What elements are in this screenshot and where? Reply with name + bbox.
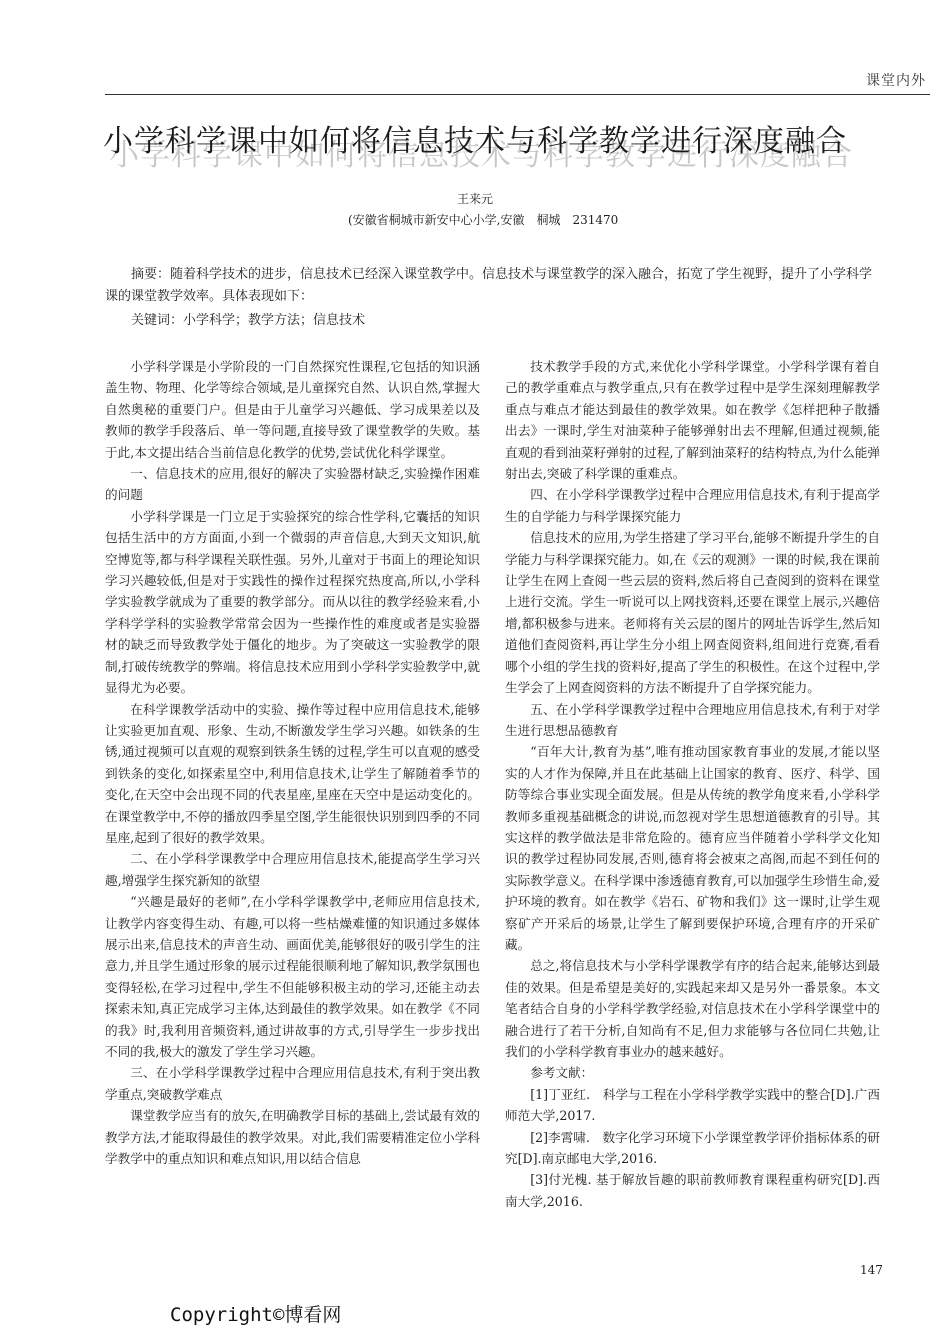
reference-item: [3]付光槐. 基于解放旨趣的职前教师教育课程重构研究[D].西南大学,2016. [505,1172,880,1209]
reference-item: [2]李霄啸. 数字化学习环境下小学课堂教学评价指标体系的研究[D].南京邮电大学,2016. [505,1129,880,1167]
left-column [105,356,480,1169]
paragraph: 技术教学手段的方式,来优化小学科学课堂。小学科学课有着自己的教学重难点与教学重点,只有在教学过程中是学生深刻理解教学重点与难点才能达到最佳的教学效果。如在教学《怎样把种子散播出去》一课时,学生对油菜种子能够弹射出去不理解,但通过视频,能直观的看到油菜籽弹射的过程,了解到油菜籽的结构特点,为什么能弹射出去,突破了科学课的重难点。 [505,359,880,482]
paragraph: “兴趣是最好的老师”,在小学科学课教学中,老师应用信息技术,让教学内容变得生动、有趣,可以将一些枯燥难懂的知识通过多媒体展示出来,信息技术的声音生动、画面优美,能够很好的吸引学生的注意力,并且学生通过形象的展示过程能很顺利地了解知识,教学氛围也变得轻松,在学习过程中,学生不但能够积极主动的学习,还能主动去探索未知,真正完成学习主体,达到最佳的教学效果。如在教学《不同的我》时,我利用音频资料,通过讲故事的方式,引导学生一步步找出不同的我,极大的激发了学生学习兴趣。 [105,894,480,1059]
section-tag: 课堂内外 [866,73,926,89]
paragraph: “百年大计,教育为基”,唯有推动国家教育事业的发展,才能以坚实的人才作为保障,并且在此基础上让国家的教育、医疗、科学、国防等综合事业实现全面发展。但是从传统的教学角度来看,小学科学教师多重视基础概念的讲说,而忽视对学生思想道德教育的引导。其实这样的教学做法是非常危险的。德育应当伴随着小学科学文化知识的教学过程协同发展,否则,德育将会被束之高阁,而起不到任何的实际教学意义。在科学课中渗透德育教育,可以加强学生珍惜生命,爱护环境的教育。如在教学《岩石、矿物和我们》这一课时,让学生观察矿产开采后的场景,让学生了解到要保护环境,合理有序的开采矿藏。 [505,744,880,952]
abstract: 摘要：随着科学技术的进步，信息技术已经深入课堂教学中。信息技术与课堂教学的深入融合，拓宽了学生视野，提升了小学科学课的课堂教学效率。具体表现如下： [105,267,873,304]
paragraph: 总之,将信息技术与小学科学课教学有序的结合起来,能够达到最佳的效果。但是希望是美好的,实践起来却又是另外一番景象。本文笔者结合自身的小学科学教学经验,对信息技术在小学科学课堂中的融合进行了若干分析,自知尚有不足,但力求能够与各位同仁共勉,让我们的小学科学教育事业办的越来越好。 [505,958,880,1059]
section-heading: 二、在小学科学课教学中合理应用信息技术,能提高学生学习兴趣,增强学生探究新知的欲望 [105,851,480,888]
references-heading: 参考文献： [530,1065,594,1081]
copyright-notice: Copyright©博看网 [170,1304,342,1326]
section-heading: 三、在小学科学课教学过程中合理应用信息技术,有利于突出教学重点,突破教学难点 [105,1065,480,1102]
header-rule [105,94,930,95]
paragraph: 小学科学课是一门立足于实验探究的综合性学科,它囊括的知识包括生活中的方方面面,小到一个微弱的声音信息,大到天文知识,航空博览等,都与科学课程关联性强。另外,儿童对于书面上的理论知识学习兴趣较低,但是对于实践性的操作过程探究热度高,所以,小学科学实验教学就成为了重要的教学部分。而从以往的教学经验来看,小学科学学科的实验教学常常会因为一些操作性的难度或者是实验器材的缺乏而导致教学处于僵化的地步。为了突破这一实验教学的限制,打破传统教学的弊端。将信息技术应用到小学科学实验教学中,就显得尤为必要。 [105,508,480,696]
paragraph: 在科学课教学活动中的实验、操作等过程中应用信息技术,能够让实验更加直观、形象、生动,不断激发学生学习兴趣。如铁条的生锈,通过视频可以直观的观察到铁条生锈的过程,学生可以直观的感受到铁条的变化,如探索星空中,利用信息技术,让学生了解随着季节的变化,在天空中会出现不同的代表星座,星座在天空中是运动变化的。在课堂教学中,不停的播放四季星空图,学生能很快识别到四季的不同星座,起到了很好的教学效果。 [105,701,480,845]
reference-item: [1]丁亚红. 科学与工程在小学科学教学实践中的整合[D].广西师范大学,2017. [505,1086,880,1124]
section-heading: 四、在小学科学课教学过程中合理应用信息技术,有利于提高学生的自学能力与科学课探究能力 [505,487,880,524]
author-affiliation: (安徽省桐城市新安中心小学,安徽 桐城 231470 [348,213,619,227]
paragraph: 课堂教学应当有的放矢,在明确教学目标的基础上,尝试最有效的教学方法,才能取得最佳的教学效果。对此,我们需要精准定位小学科学教学中的重点知识和难点知识,用以结合信息 [105,1108,480,1167]
page-number: 147 [860,1263,883,1277]
author-name: 王来元 [456,192,493,206]
article-title: 小学科学课中如何将信息技术与科学教学进行深度融合 [103,124,847,159]
paragraph: 小学科学课是小学阶段的一门自然探究性课程,它包括的知识涵盖生物、物理、化学等综合领域,是儿童探究自然、认识自然,掌握大自然奥秘的重要门户。但是由于儿童学习兴趣低、学习成果差以及教师的教学手段落后、单一等问题,直接导致了课堂教学的失败。基于此,本文提出结合当前信息化教学的优势,尝试优化科学课堂。 [105,359,480,460]
section-heading: 一、信息技术的应用,很好的解决了实验器材缺乏,实验操作困难的问题 [105,466,480,503]
keywords: 关键词：小学科学；教学方法；信息技术 [131,313,366,328]
paragraph: 信息技术的应用,为学生搭建了学习平台,能够不断提升学生的自学能力与科学课探究能力。如,在《云的观测》一课的时候,我在课前让学生在网上查阅一些云层的资料,然后将自己查阅到的资料在课堂上进行交流。学生一听说可以上网找资料,还要在课堂上展示,兴趣倍增,都积极参与进来。老师将有关云层的图片的网址告诉学生,然后知道他们查阅资料,再让学生分小组上网查阅资料,组间进行竞赛,看看哪个小组的学生找的资料好,提高了学生的积极性。在这个过程中,学生学会了上网查阅资料的方法不断提升了自学探究能力。 [505,530,880,696]
right-column [505,356,880,1212]
section-heading: 五、在小学科学课教学过程中合理地应用信息技术,有利于对学生进行思想品德教育 [505,701,880,738]
